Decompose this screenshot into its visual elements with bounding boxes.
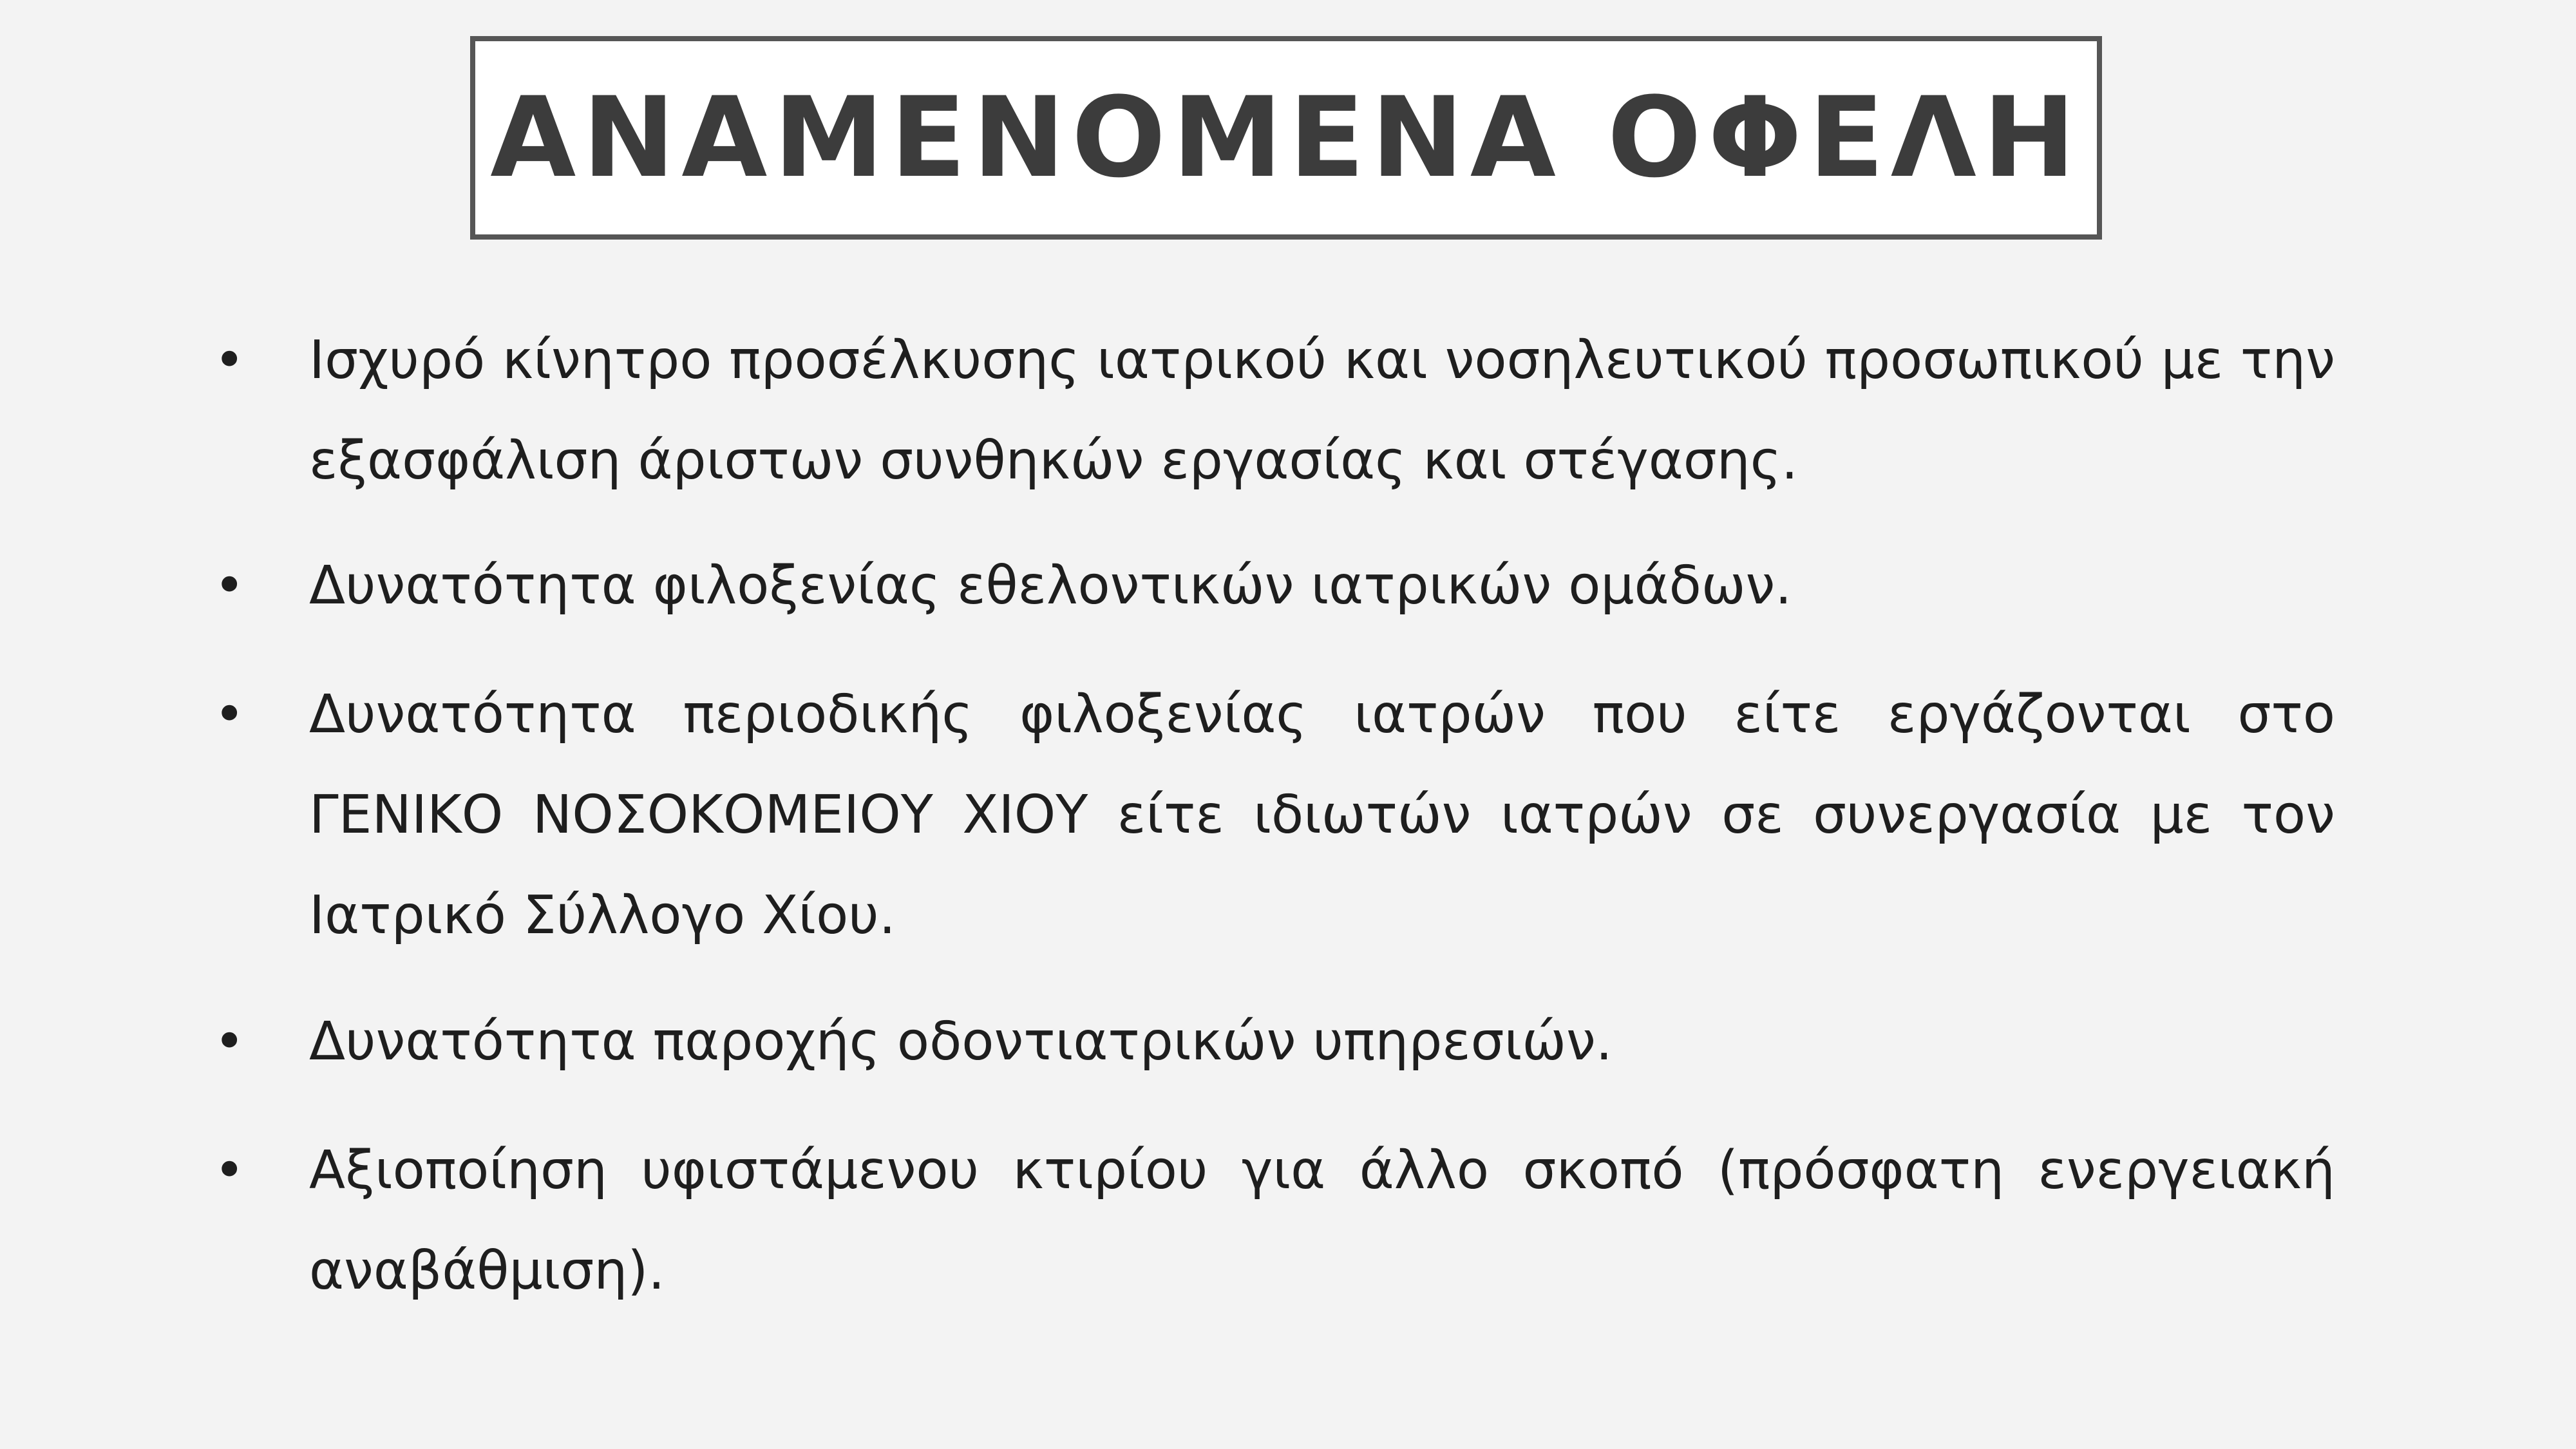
bullet-marker: • — [214, 1140, 245, 1201]
bullet-item — [214, 310, 2335, 511]
bullet-text: Ισχυρό κίνητρο προσέλκυσης ιατρικού και νοσηλευτικού προσωπικού με την εξασφάλιση άριστων συνθηκών εργασίας και στέγασης. — [309, 330, 2335, 491]
slide-title: ΑΝΑΜΕΝΟΜΕΝΑ ΟΦΕΛΗ — [490, 73, 2082, 202]
bullet-marker: • — [214, 1011, 245, 1072]
bullet-text: Δυνατότητα παροχής οδοντιατρικών υπηρεσιών. — [309, 1011, 1613, 1072]
bullet-item — [214, 992, 2335, 1092]
bullet-marker: • — [214, 684, 245, 745]
bullet-text: Δυνατότητα περιοδικής φιλοξενίας ιατρών που είτε εργάζονται στο ΓΕΝΙΚΟ ΝΟΣΟΚΟΜΕΙΟΥ ΧΙΟΥ είτε ιδιωτών ιατρών σε συνεργασία με τον Ιατρικό Σύλλογο Χίου. — [309, 684, 2335, 946]
bullet-marker: • — [214, 555, 245, 616]
bullet-marker: • — [214, 330, 245, 391]
bullet-item — [214, 665, 2335, 966]
bullet-text: Αξιοποίηση υφιστάμενου κτιρίου για άλλο σκοπό (πρόσφατη ενεργειακή αναβάθμιση). — [309, 1140, 2335, 1302]
bullet-item — [214, 536, 2335, 636]
bullet-text: Δυνατότητα φιλοξενίας εθελοντικών ιατρικών ομάδων. — [309, 555, 1792, 616]
bullet-item — [214, 1121, 2335, 1321]
